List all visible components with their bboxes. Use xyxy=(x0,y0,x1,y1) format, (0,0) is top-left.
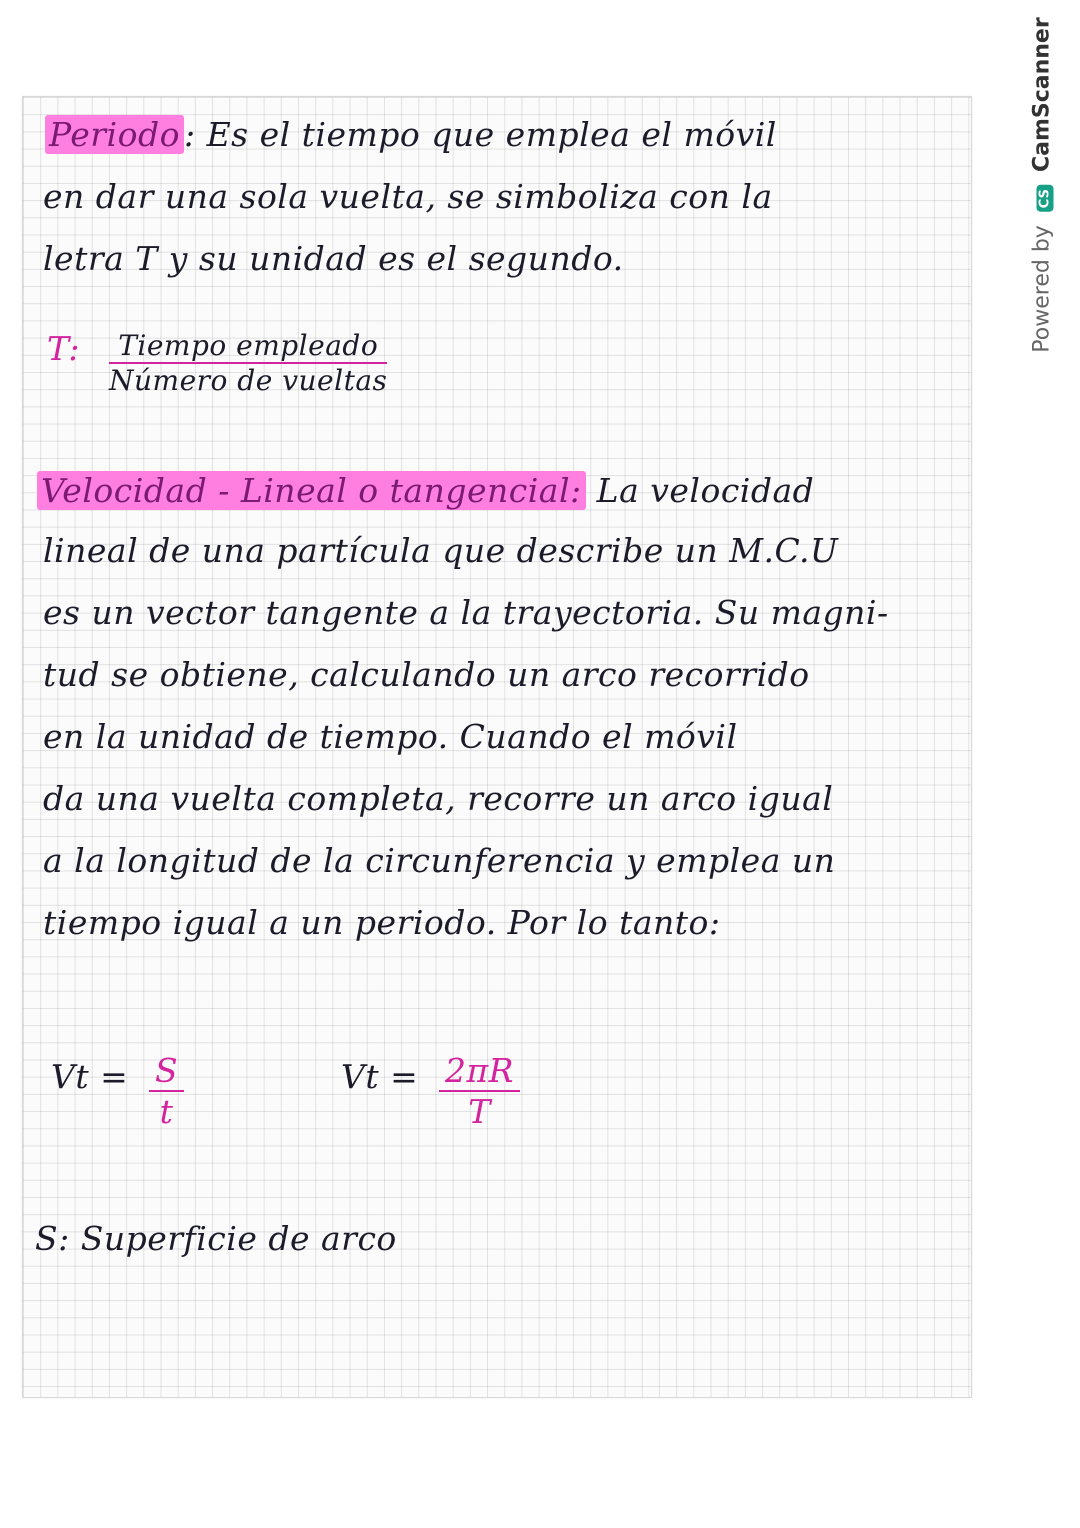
periodo-text-1: Es el tiempo que emplea el móvil xyxy=(206,115,777,154)
velocidad-line-6: da una vuelta completa, recorre un arco igual xyxy=(43,779,834,818)
velocidad-line-5: en la unidad de tiempo. Cuando el móvil xyxy=(43,717,738,756)
velocidad-line-2: lineal de una partícula que describe un M.C.U xyxy=(43,531,839,570)
camscanner-watermark xyxy=(1016,17,1068,353)
notebook-page xyxy=(22,96,972,1398)
periodo-line-3: letra T y su unidad es el segundo. xyxy=(43,239,624,278)
formula-T-label: T: xyxy=(47,329,80,368)
formula-vt-2-lhs: Vt = xyxy=(341,1057,419,1096)
formula-vt-1 xyxy=(51,1051,179,1131)
formula-vt-1-den: t xyxy=(159,1092,174,1131)
formula-T-fraction xyxy=(109,329,387,397)
formula-vt-2-fraction xyxy=(439,1051,520,1131)
periodo-line-1 xyxy=(45,115,777,154)
velocidad-text-1: La velocidad xyxy=(596,471,815,510)
formula-T-numerator: Tiempo empleado xyxy=(109,329,387,364)
note-label: S: xyxy=(35,1219,70,1258)
formula-vt-1-num: S xyxy=(149,1051,184,1092)
formula-T-denominator: Número de vueltas xyxy=(109,364,388,397)
camscanner-logo-icon: CS xyxy=(1037,185,1054,212)
formula-vt-2-num: 2πR xyxy=(439,1051,520,1092)
formula-vt-2-den: T xyxy=(468,1092,491,1131)
note-line xyxy=(35,1219,397,1258)
formula-T xyxy=(47,329,388,397)
velocidad-line-7: a la longitud de la circunferencia y emplea un xyxy=(43,841,836,880)
formula-vt-1-fraction xyxy=(149,1051,184,1131)
periodo-line-2: en dar una sola vuelta, se simboliza con la xyxy=(43,177,773,216)
periodo-sep: : xyxy=(183,115,196,154)
velocidad-line-1 xyxy=(37,471,814,510)
velocidad-term: Velocidad - Lineal o tangencial: xyxy=(37,471,586,510)
formula-vt-1-lhs: Vt = xyxy=(51,1057,129,1096)
velocidad-line-8: tiempo igual a un periodo. Por lo tanto: xyxy=(43,903,721,942)
watermark-powered-by: Powered by xyxy=(1029,225,1055,353)
watermark-brand: CamScanner xyxy=(1029,17,1055,173)
note-text: Superficie de arco xyxy=(80,1219,397,1258)
velocidad-line-3: es un vector tangente a la trayectoria. Su magni- xyxy=(43,593,889,632)
periodo-term: Periodo xyxy=(45,115,184,154)
velocidad-line-4: tud se obtiene, calculando un arco recorrido xyxy=(43,655,810,694)
